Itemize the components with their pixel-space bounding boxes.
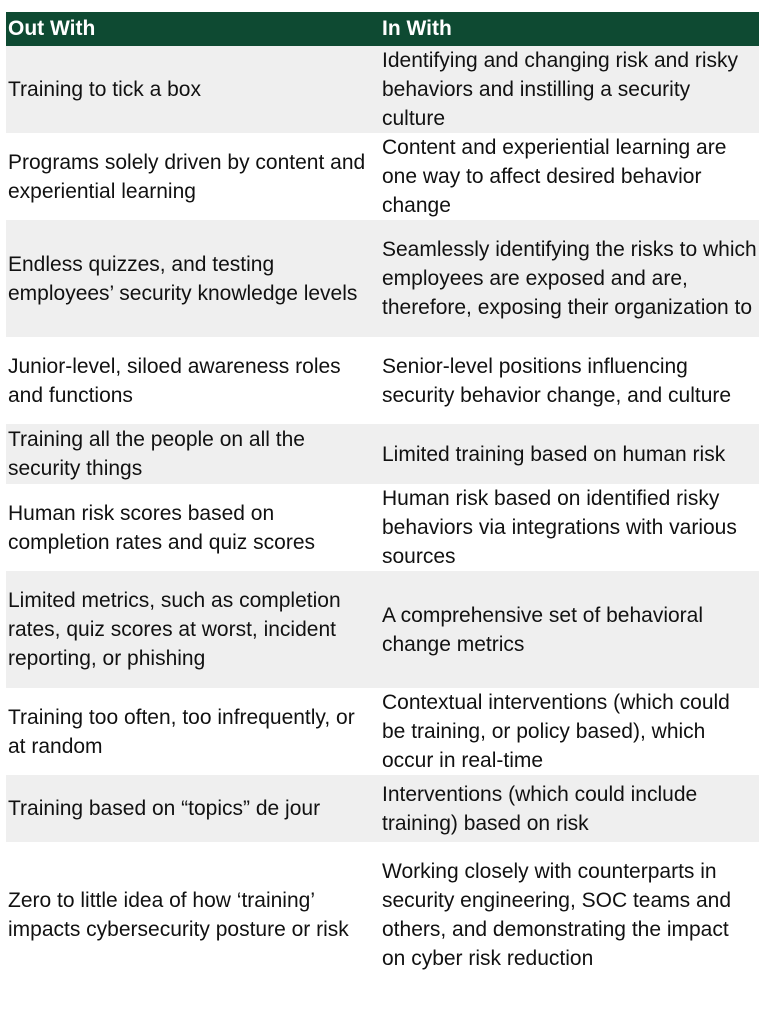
out-with-cell: Endless quizzes, and testing employees’ security knowledge levels — [6, 220, 380, 337]
out-with-cell: Training based on “topics” de jour — [6, 775, 380, 842]
out-with-cell: Programs solely driven by content and experiential learning — [6, 133, 380, 220]
table-row — [6, 571, 759, 688]
out-with-cell: Zero to little idea of how ‘training’ impacts cybersecurity posture or risk — [6, 842, 380, 988]
table-row — [6, 220, 759, 337]
in-with-cell: A comprehensive set of behavioral change metrics — [380, 571, 759, 688]
table-row — [6, 424, 759, 484]
in-with-cell: Senior-level positions influencing security behavior change, and culture — [380, 337, 759, 424]
out-with-cell: Training too often, too infrequently, or at random — [6, 688, 380, 775]
out-with-cell: Human risk scores based on completion rates and quiz scores — [6, 484, 380, 571]
comparison-table — [6, 12, 759, 988]
in-with-cell: Human risk based on identified risky behaviors via integrations with various sources — [380, 484, 759, 571]
in-with-cell: Working closely with counterparts in security engineering, SOC teams and others, and demonstrating the impact on cyber risk reduction — [380, 842, 759, 988]
out-with-cell: Training to tick a box — [6, 46, 380, 133]
in-with-cell: Seamlessly identifying the risks to which employees are exposed and are, therefore, exposing their organization to — [380, 220, 759, 337]
in-with-cell: Identifying and changing risk and risky behaviors and instilling a security culture — [380, 46, 759, 133]
out-with-cell: Junior-level, siloed awareness roles and functions — [6, 337, 380, 424]
table-header-row — [6, 12, 759, 46]
in-with-cell: Content and experiential learning are one way to affect desired behavior change — [380, 133, 759, 220]
table-row — [6, 484, 759, 571]
in-with-cell: Interventions (which could include training) based on risk — [380, 775, 759, 842]
out-with-cell: Training all the people on all the security things — [6, 424, 380, 484]
in-with-cell: Limited training based on human risk — [380, 424, 759, 484]
in-with-header: In With — [380, 12, 759, 46]
table-row — [6, 133, 759, 220]
out-with-header: Out With — [6, 12, 380, 46]
table-row — [6, 46, 759, 133]
table-row — [6, 842, 759, 988]
table-row — [6, 775, 759, 842]
table-row — [6, 337, 759, 424]
out-with-cell: Limited metrics, such as completion rates, quiz scores at worst, incident reporting, or phishing — [6, 571, 380, 688]
in-with-cell: Contextual interventions (which could be training, or policy based), which occur in real-time — [380, 688, 759, 775]
comparison-table-container — [6, 12, 759, 988]
table-row — [6, 688, 759, 775]
